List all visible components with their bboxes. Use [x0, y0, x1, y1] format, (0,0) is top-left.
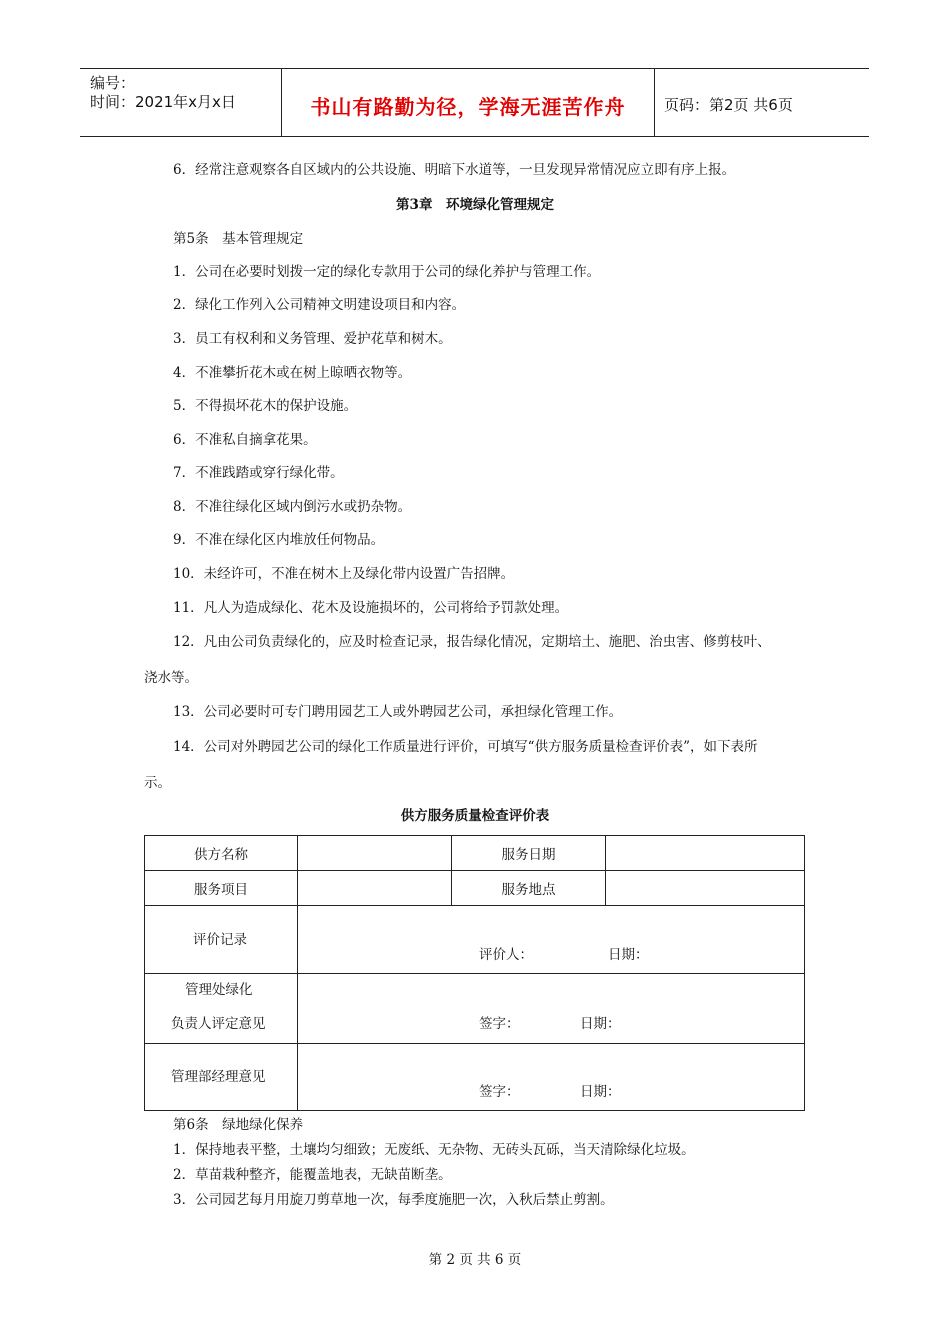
list-item: 9．不准在绿化区内堆放任何物品。 [173, 532, 385, 548]
service-date-value [606, 836, 805, 871]
article-5-title: 第5条 基本管理规定 [173, 231, 304, 247]
eval-record-cell [145, 906, 298, 974]
article-6-title: 第6条 绿地绿化保养 [173, 1117, 304, 1133]
table-row [145, 906, 805, 974]
green-manager-cell [145, 974, 298, 1044]
signature-label: 签字： [479, 1084, 520, 1100]
date-label: 日期： [580, 1084, 621, 1100]
header-motto: 书山有路勤为径，学海无涯苦作舟 [310, 95, 626, 119]
service-place-value [606, 871, 805, 906]
evaluation-table [144, 835, 805, 1111]
supplier-name-value [298, 836, 452, 871]
service-item-value [298, 871, 452, 906]
service-item-label: 服务项目 [145, 871, 298, 906]
list-item: 3．公司园艺每月用旋刀剪草地一次，每季度施肥一次，入秋后禁止剪割。 [173, 1192, 614, 1208]
evaluator-label: 评价人： [479, 947, 533, 963]
list-item: 10．未经许可，不准在树木上及绿化带内设置广告招牌。 [173, 566, 515, 582]
item-14-line-1: 14．公司对外聘园艺公司的绿化工作质量进行评价，可填写“供方服务质量检查评价表”，如下表所 [173, 739, 758, 755]
item-6-previous: 6．经常注意观察各自区域内的公共设施、明暗下水道等，一旦发现异常情况应立即有序上报。 [173, 162, 736, 178]
green-manager-value [298, 974, 805, 1044]
list-item: 7．不准践踏或穿行绿化带。 [173, 465, 344, 481]
dept-manager-cell [145, 1044, 298, 1111]
supplier-name-label: 供方名称 [145, 836, 298, 871]
list-item: 2．草苗栽种整齐，能覆盖地表，无缺苗断垄。 [173, 1167, 452, 1183]
eval-record-label: 评价记录 [193, 932, 247, 948]
date-label: 日期： [580, 1016, 621, 1032]
dept-manager-value [298, 1044, 805, 1111]
time-label: 时间：2021年x月x日 [90, 93, 236, 111]
service-date-label: 服务日期 [452, 836, 606, 871]
table-row [145, 1044, 805, 1111]
number-label: 编号： [90, 74, 136, 92]
dept-manager-label: 管理部经理意见 [171, 1069, 266, 1085]
table-title: 供方服务质量检查评价表 [400, 808, 550, 824]
list-item: 5．不得损坏花木的保护设施。 [173, 398, 358, 414]
page-footer: 第 2 页 共 6 页 [428, 1252, 522, 1268]
eval-record-value [298, 906, 805, 974]
service-place-label: 服务地点 [452, 871, 606, 906]
green-manager-label-line-1: 管理处绿化 [185, 982, 253, 998]
chapter-title: 第3章 环境绿化管理规定 [396, 197, 554, 213]
table-row [145, 871, 805, 906]
list-item: 11．凡人为造成绿化、花木及设施损坏的，公司将给予罚款处理。 [173, 600, 569, 616]
table-row [145, 836, 805, 871]
header-right-cell [655, 69, 869, 136]
date-label: 日期： [608, 947, 649, 963]
list-item: 1．保持地表平整，土壤均匀细致；无废纸、无杂物、无砖头瓦砾，当天清除绿化垃圾。 [173, 1142, 695, 1158]
list-item: 4．不准攀折花木或在树上晾晒衣物等。 [173, 365, 412, 381]
page-header [80, 68, 869, 137]
list-item: 1．公司在必要时划拨一定的绿化专款用于公司的绿化养护与管理工作。 [173, 264, 601, 280]
item-13: 13．公司必要时可专门聘用园艺工人或外聘园艺公司，承担绿化管理工作。 [173, 704, 623, 720]
green-manager-label-line-2: 负责人评定意见 [171, 1016, 266, 1032]
list-item: 8．不准往绿化区域内倒污水或扔杂物。 [173, 499, 412, 515]
list-item: 6．不准私自摘拿花果。 [173, 432, 317, 448]
header-middle-cell [282, 69, 655, 136]
header-page-info: 页码：第2页 共6页 [664, 96, 793, 114]
header-left-cell [80, 69, 282, 136]
signature-label: 签字： [479, 1016, 520, 1032]
item-12-line-2: 浇水等。 [144, 670, 198, 686]
list-item: 3．员工有权利和义务管理、爱护花草和树木。 [173, 331, 452, 347]
list-item: 2．绿化工作列入公司精神文明建设项目和内容。 [173, 297, 466, 313]
table-row [145, 974, 805, 1044]
item-12-line-1: 12．凡由公司负责绿化的，应及时检查记录，报告绿化情况，定期培土、施肥、治虫害、修剪枝叶、 [173, 634, 771, 650]
item-14-line-2: 示。 [144, 775, 171, 791]
